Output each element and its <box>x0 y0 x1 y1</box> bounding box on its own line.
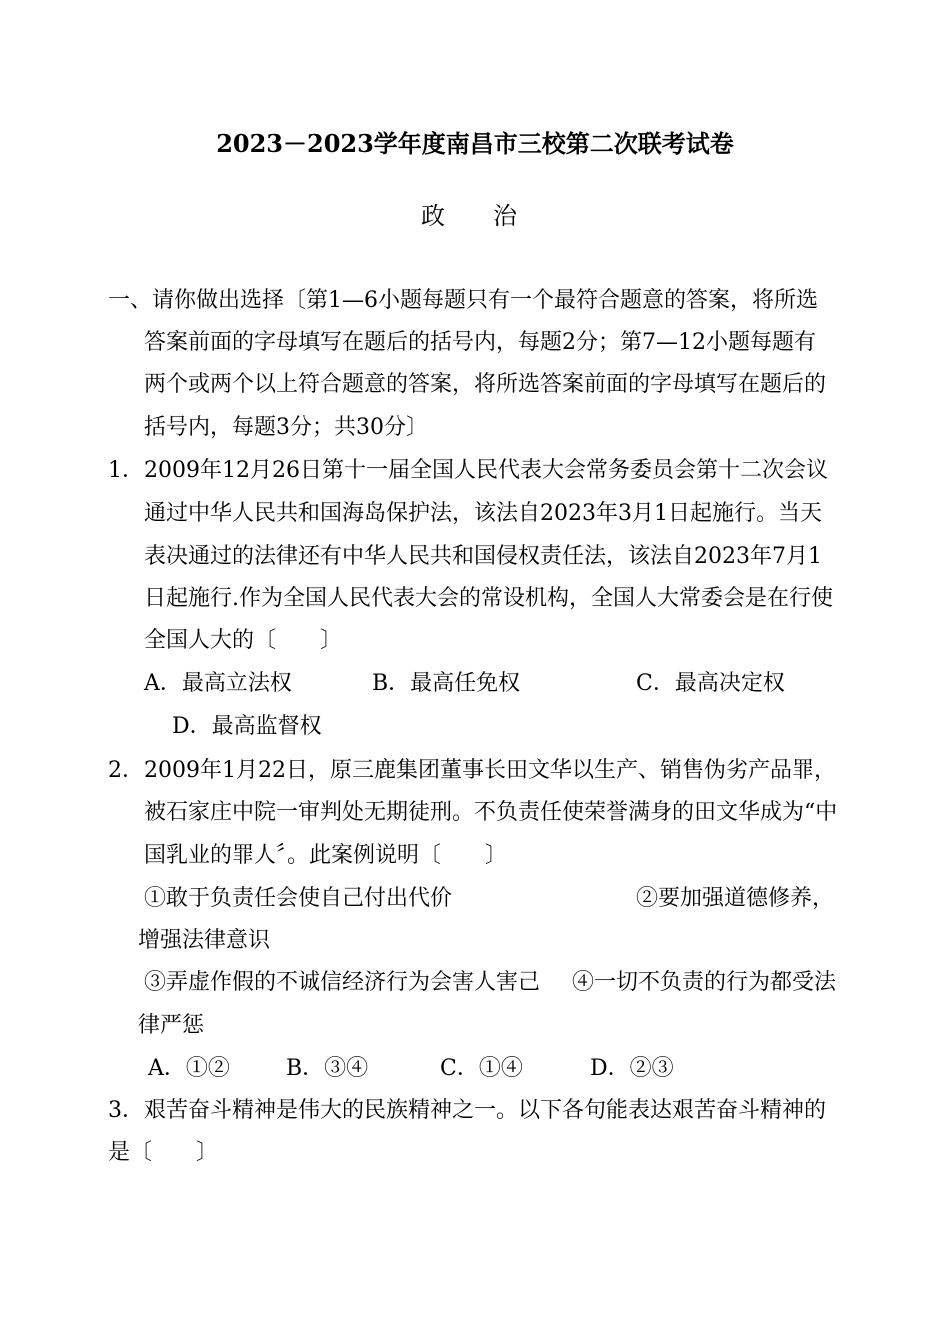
instruction-line: 括号内，每题3分；共30分〕 <box>144 415 428 440</box>
statement-2: ②要加强道德修养， <box>636 886 835 911</box>
instruction-line: 两个或两个以上符合题意的答案，将所选答案前面的字母填写在题后的 <box>144 372 827 397</box>
statement-4-cont: 律严惩 <box>138 1013 205 1038</box>
instruction-line: 一、请你做出选择〔第1—6小题每题只有一个最符合题意的答案，将所选 <box>108 288 818 313</box>
statement-1: ①敢于负责任会使自己付出代价 <box>144 886 453 911</box>
question-line: 表决通过的法律还有中华人民共和国侵权责任法，该法自2023年7月1 <box>144 544 822 569</box>
instruction-line: 答案前面的字母填写在题后的括号内，每题2分；第7—12小题每题有 <box>144 330 816 355</box>
statement-4: ④一切不负责的行为都受法 <box>572 970 837 995</box>
option-b: B．最高任免权 <box>372 671 521 696</box>
option-c: C．①④ <box>440 1056 523 1081</box>
option-c: C．最高决定权 <box>636 671 785 696</box>
option-d: D．最高监督权 <box>172 714 322 739</box>
statement-3: ③弄虚作假的不诚信经济行为会害人害己 <box>144 970 541 995</box>
statement-2-cont: 增强法律意识 <box>138 928 271 953</box>
question-line: 全国人大的〔 〕 <box>144 628 343 653</box>
exam-subject: 政 治 <box>421 202 529 230</box>
question-line: 日起施行.作为全国人民代表大会的常设机构，全国人大常委会是在行使 <box>144 586 833 611</box>
question-line: 3．艰苦奋斗精神是伟大的民族精神之一。以下各句能表达艰苦奋斗精神的 <box>108 1098 826 1123</box>
question-line: 被石家庄中院一审判处无期徒刑。不负责任使荣誉满身的田文华成为“中 <box>144 800 838 825</box>
option-a: A．最高立法权 <box>144 671 292 696</box>
question-line: 国乳业的罪人〞。此案例说明〔 〕 <box>144 843 508 868</box>
option-a: A．①② <box>148 1056 230 1081</box>
question-line: 是〔 〕 <box>108 1140 219 1165</box>
question-line: 2．2009年1月22日，原三鹿集团董事长田文华以生产、销售伪劣产品罪， <box>108 758 836 783</box>
question-line: 通过中华人民共和国海岛保护法，该法自2023年3月1日起施行。当天 <box>144 501 822 526</box>
exam-title: 2023－2023学年度南昌市三校第二次联考试卷 <box>216 129 734 158</box>
option-d: D．②③ <box>590 1056 674 1081</box>
option-b: B．③④ <box>286 1056 369 1081</box>
question-line: 1．2009年12月26日第十一届全国人民代表大会常务委员会第十二次会议 <box>108 458 828 483</box>
